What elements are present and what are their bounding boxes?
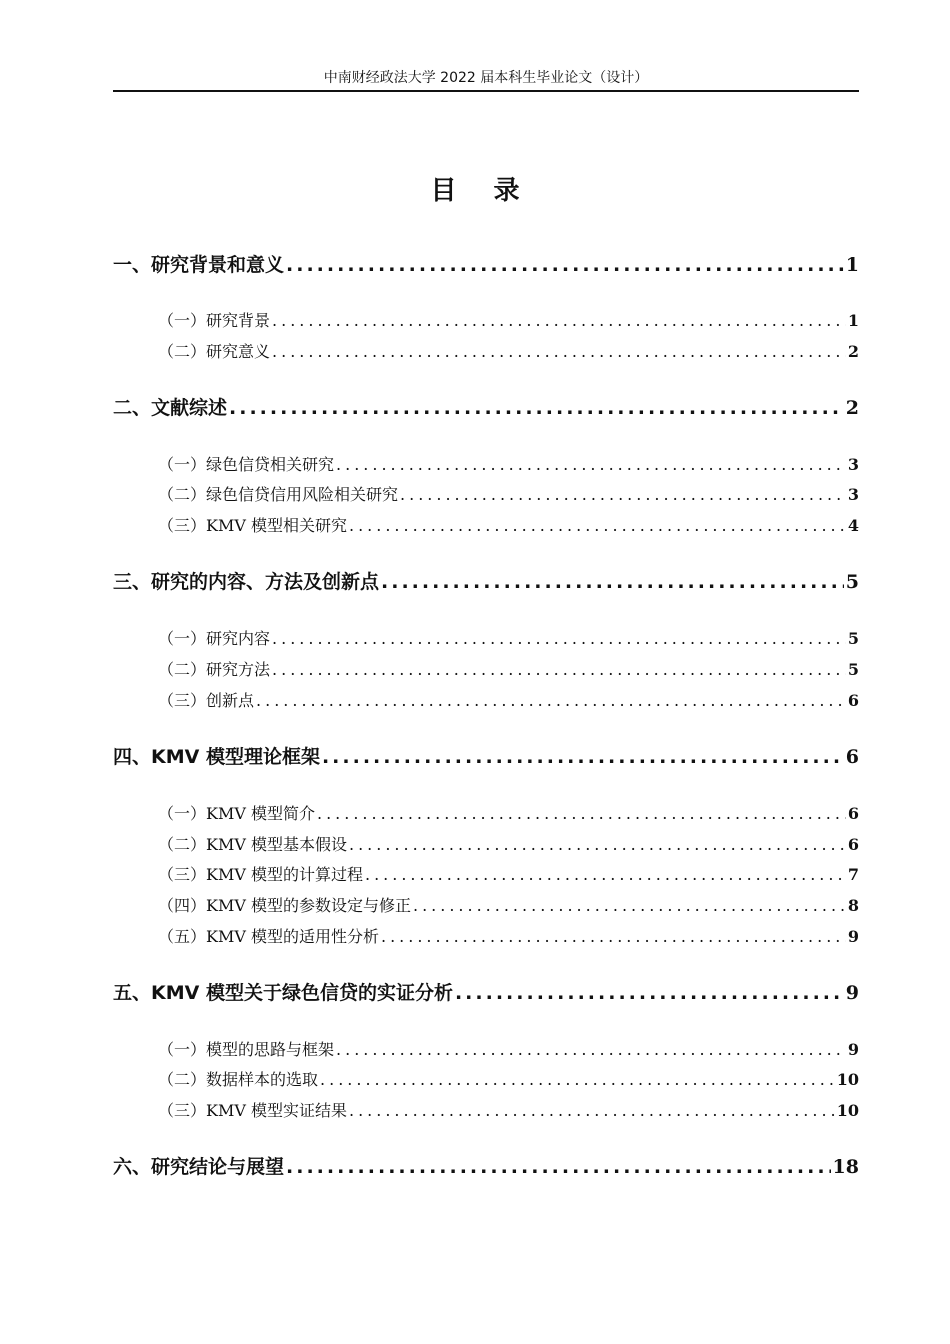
toc-entry-chapter-3[interactable] [113, 567, 859, 594]
toc-leader-dots [272, 629, 846, 648]
toc-leader-dots [381, 927, 846, 946]
toc-entry-page: 1 [845, 254, 859, 276]
toc-entry-page: 1 [847, 311, 859, 330]
toc-entry-chapter-2[interactable] [113, 393, 859, 420]
toc-leader-dots [320, 1070, 835, 1089]
toc-entry-section[interactable] [158, 1098, 859, 1121]
toc-entry-section[interactable] [158, 308, 859, 331]
toc-entry-label: （三）KMV 模型的计算过程 [158, 865, 363, 884]
toc-leader-dots [336, 455, 846, 474]
toc-leader-dots [365, 865, 846, 884]
toc-entry-page: 8 [847, 896, 859, 915]
toc-entry-label: （三）创新点 [158, 691, 255, 710]
toc-entry-page: 6 [847, 691, 859, 710]
toc-entry-section[interactable] [158, 832, 859, 855]
toc-entry-page: 3 [847, 455, 859, 474]
toc-entry-chapter-5[interactable] [113, 978, 859, 1005]
toc-entry-label: （一）KMV 模型简介 [158, 804, 315, 823]
page-title: 目 录 [430, 176, 534, 206]
toc-entry-section[interactable] [158, 688, 859, 711]
toc-entry-label: （一）研究内容 [158, 629, 271, 648]
toc-leader-dots [400, 485, 846, 504]
toc-leader-dots [272, 342, 846, 361]
toc-entry-page: 5 [847, 660, 859, 679]
toc-entry-page: 4 [847, 516, 859, 535]
toc-leader-dots [349, 516, 846, 535]
toc-entry-page: 9 [845, 982, 859, 1004]
toc-leader-dots [272, 311, 846, 330]
toc-entry-label: （一）研究背景 [158, 311, 271, 330]
toc-entry-section[interactable] [158, 924, 859, 947]
toc-entry-label: （二）研究意义 [158, 342, 271, 361]
toc-entry-label: 四、KMV 模型理论框架 [113, 746, 320, 768]
toc-leader-dots [256, 691, 846, 710]
toc-leader-dots [455, 982, 844, 1004]
toc-entry-section[interactable] [158, 452, 859, 475]
toc-entry-label: 一、研究背景和意义 [113, 254, 285, 276]
toc-leader-dots [272, 660, 846, 679]
toc-entry-page: 9 [847, 1040, 859, 1059]
toc-entry-label: 六、研究结论与展望 [113, 1156, 285, 1178]
toc-entry-page: 2 [847, 342, 859, 361]
toc-entry-label: 二、文献综述 [113, 397, 228, 419]
toc-entry-section[interactable] [158, 482, 859, 505]
toc-entry-label: （五）KMV 模型的适用性分析 [158, 927, 379, 946]
toc-entry-page: 9 [847, 927, 859, 946]
toc-leader-dots [381, 571, 844, 593]
toc-entry-section[interactable] [158, 513, 859, 536]
toc-entry-chapter-1[interactable] [113, 250, 859, 277]
toc-leader-dots [286, 254, 844, 276]
toc-entry-label: 三、研究的内容、方法及创新点 [113, 571, 380, 593]
toc-entry-label: 五、KMV 模型关于绿色信贷的实证分析 [113, 982, 453, 1004]
toc-entry-section[interactable] [158, 801, 859, 824]
toc-entry-page: 5 [847, 629, 859, 648]
toc-leader-dots [413, 896, 846, 915]
toc-entry-page: 2 [845, 397, 859, 419]
toc-entry-page: 6 [845, 746, 859, 768]
toc-leader-dots [349, 835, 846, 854]
toc-entry-page: 3 [847, 485, 859, 504]
toc-entry-page: 10 [836, 1070, 859, 1089]
toc-entry-label: （二）数据样本的选取 [158, 1070, 319, 1089]
toc-entry-section[interactable] [158, 626, 859, 649]
toc-entry-section[interactable] [158, 862, 859, 885]
toc-leader-dots [229, 397, 844, 419]
toc-entry-chapter-6[interactable] [113, 1152, 859, 1179]
toc-entry-page: 6 [847, 835, 859, 854]
toc-entry-label: （一）绿色信贷相关研究 [158, 455, 335, 474]
toc-entry-page: 6 [847, 804, 859, 823]
toc-entry-section[interactable] [158, 893, 859, 916]
toc-entry-label: （四）KMV 模型的参数设定与修正 [158, 896, 411, 915]
toc-entry-label: （二）绿色信贷信用风险相关研究 [158, 485, 399, 504]
toc-leader-dots [336, 1040, 846, 1059]
toc-entry-label: （二）研究方法 [158, 660, 271, 679]
toc-entry-label: （一）模型的思路与框架 [158, 1040, 335, 1059]
page-header: 中南财经政法大学 2022 届本科生毕业论文（设计） [113, 70, 859, 92]
toc-entry-section[interactable] [158, 339, 859, 362]
toc-entry-label: （三）KMV 模型相关研究 [158, 516, 347, 535]
toc-entry-page: 5 [845, 571, 859, 593]
toc-leader-dots [349, 1101, 835, 1120]
toc-leader-dots [286, 1156, 831, 1178]
toc-entry-chapter-4[interactable] [113, 742, 859, 769]
toc-entry-section[interactable] [158, 657, 859, 680]
toc-entry-page: 10 [836, 1101, 859, 1120]
toc-leader-dots [322, 746, 844, 768]
toc-entry-section[interactable] [158, 1037, 859, 1060]
toc-entry-page: 7 [847, 865, 859, 884]
toc-entry-section[interactable] [158, 1067, 859, 1090]
toc-entry-page: 18 [832, 1156, 859, 1178]
toc-leader-dots [317, 804, 846, 823]
toc-entry-label: （三）KMV 模型实证结果 [158, 1101, 347, 1120]
toc-entry-label: （二）KMV 模型基本假设 [158, 835, 347, 854]
